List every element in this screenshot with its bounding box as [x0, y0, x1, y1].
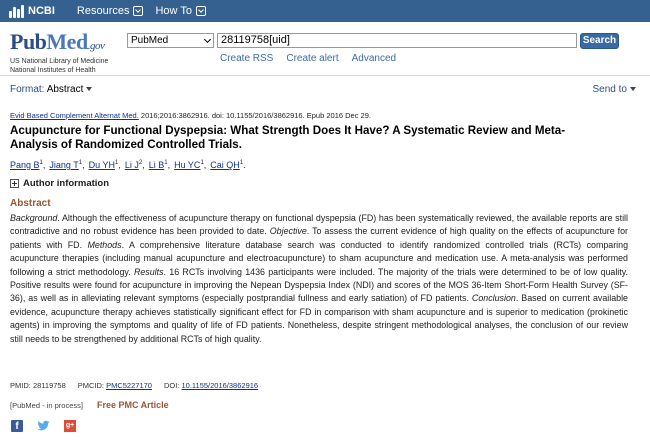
- author-link[interactable]: Pang B: [10, 160, 40, 170]
- article-title: Acupuncture for Functional Dyspepsia: What Strength Does It Have? A Systematic Review and Meta-Analysis of Randomized Controlled Trials.: [10, 124, 566, 151]
- pubmed-header: [0, 22, 650, 72]
- author-separator: ,: [118, 160, 121, 170]
- author-item: [10, 160, 45, 170]
- abstract-heading: Abstract: [10, 198, 51, 209]
- create-rss-link[interactable]: Create RSS: [220, 53, 274, 64]
- logo-subtitle-1: US National Library of Medicine: [10, 58, 109, 65]
- twitter-bird-icon: [37, 420, 50, 432]
- resources-menu-label: Resources: [76, 5, 130, 17]
- format-label: Format:: [10, 84, 45, 95]
- pmcid-link[interactable]: PMC5227170: [106, 381, 152, 390]
- database-select-value: PubMed: [131, 35, 169, 46]
- pmcid-label: PMCID:: [77, 381, 104, 390]
- facebook-icon[interactable]: f: [11, 420, 23, 432]
- author-link[interactable]: Hu YC: [174, 160, 201, 170]
- author-item: [149, 160, 170, 170]
- author-affiliation-number: 1: [164, 160, 168, 166]
- twitter-icon[interactable]: [37, 420, 50, 432]
- indexing-status: [PubMed - in process]: [10, 400, 83, 410]
- chevron-down-icon: [204, 36, 211, 43]
- abstract-background-label: Background: [10, 213, 58, 223]
- ncbi-menu: [77, 5, 218, 17]
- abstract-objective-label: Objective: [269, 226, 307, 237]
- abstract-methods: . A comprehensive literature database search was conducted to identify randomized controlled trials (RCTs) comparing acupuncture therapies (including manual acupuncture and electroacupuncture) to sham acupuncture and medication use. A meta-analysis was performed following a strict methodology.: [10, 239, 629, 277]
- abstract-conclusion: . Based on current available evidence, acupuncture therapy achieves statistically significant effect for FD in comparison with sham acupuncture and is superior to medication (prokinetic agents) in improving the symptoms and quality of life of FD patients. Nonetheless, despite stringent methodological analyses, the conclusion of our review still needs to be strengthened by additional RCTs of high quality.: [10, 293, 628, 344]
- abstract-text: [10, 212, 628, 346]
- logo-word-b: Med: [46, 29, 88, 54]
- search-links: [220, 53, 409, 64]
- database-select[interactable]: [127, 33, 214, 48]
- author-list: [10, 160, 250, 170]
- send-to-label: Send to: [592, 84, 627, 95]
- abstract-background: . Although the effectiveness of acupuncture therapy on functional dyspepsia (FD) has been systematically reviewed, the available reports are still contradictive and no robust evidence has been provided to date.: [10, 213, 628, 237]
- author-affiliation-number: 1: [114, 160, 119, 166]
- author-separator: ,: [167, 160, 171, 170]
- google-plus-icon[interactable]: g+: [64, 420, 76, 432]
- author-link[interactable]: Li J: [124, 160, 139, 170]
- pmid-value: 28119758: [32, 381, 66, 390]
- search-input[interactable]: 28119758[uid]: [217, 33, 577, 48]
- author-separator: .: [243, 160, 246, 170]
- logo-word-a: Pub: [10, 29, 47, 54]
- logo-subtitle-2: National Institutes of Health: [10, 67, 96, 74]
- author-link[interactable]: Du YH: [88, 160, 115, 170]
- doi-group: [164, 381, 258, 390]
- author-information-label: Author information: [23, 178, 110, 189]
- pubmed-wordmark: [10, 31, 108, 57]
- author-affiliation-number: 2: [138, 160, 143, 166]
- doi-label: DOI:: [163, 381, 180, 390]
- author-affiliation-number: 1: [239, 160, 244, 166]
- abstract-conclusion-label: Conclusion: [471, 293, 516, 304]
- advanced-search-link[interactable]: Advanced: [351, 53, 397, 64]
- author-link[interactable]: Jiang T: [49, 160, 79, 170]
- journal-link[interactable]: Evid Based Complement Alternat Med.: [10, 111, 139, 120]
- pmcid-group: [78, 381, 152, 390]
- chevron-down-icon: [133, 6, 143, 16]
- expand-plus-icon: [10, 179, 19, 188]
- author-affiliation-number: 1: [39, 160, 43, 166]
- abstract-results: . 16 RCTs involving 1436 participants were included. The majority of the trials were determined to be of low quality. Positive results were found for acupuncture in improving the Nepean Dyspepsia Index (NDI) and scores of the MOS 36-Item Short-Form Health Survey (SF-36), as well as in alleviating relevant symptoms (especially postprandial fullness and early satiation) of FD patients.: [10, 266, 628, 304]
- ncbi-top-bar: [0, 0, 650, 22]
- author-item: [49, 160, 84, 170]
- format-selector[interactable]: [10, 84, 92, 95]
- logo-gov: .gov: [87, 40, 105, 52]
- author-link[interactable]: Li B: [148, 160, 165, 170]
- chevron-down-icon: [196, 6, 206, 16]
- pubmed-logo[interactable]: [10, 31, 108, 75]
- social-share: [11, 420, 76, 432]
- how-to-menu[interactable]: [155, 5, 205, 17]
- author-item: [210, 160, 245, 170]
- send-to-menu[interactable]: [593, 84, 636, 95]
- author-information-toggle[interactable]: [10, 178, 109, 189]
- format-value: Abstract: [46, 84, 84, 95]
- author-separator: ,: [42, 160, 46, 170]
- caret-down-icon: [630, 87, 636, 91]
- pmid-group: [10, 381, 66, 390]
- ncbi-logo[interactable]: [9, 5, 55, 18]
- author-affiliation-number: 1: [200, 160, 204, 166]
- article-identifiers: [10, 381, 270, 390]
- author-separator: ,: [82, 160, 85, 170]
- author-separator: ,: [142, 160, 145, 170]
- header-divider: [0, 75, 650, 76]
- pmid-label: PMID:: [10, 381, 31, 390]
- author-item: [89, 160, 121, 170]
- abstract-methods-label: Methods: [87, 239, 122, 250]
- author-affiliation-number: 1: [78, 160, 83, 166]
- citation: [10, 111, 371, 120]
- author-separator: ,: [203, 160, 207, 170]
- citation-details: 2016;2016:3862916. doi: 10.1155/2016/3862916. Epub 2016 Dec 29.: [138, 111, 371, 120]
- ncbi-logo-icon: [9, 5, 24, 18]
- author-link[interactable]: Cai QH: [210, 160, 240, 170]
- doi-link[interactable]: 10.1155/2016/3862916: [181, 381, 259, 390]
- author-item: [125, 160, 145, 170]
- abstract-results-label: Results: [133, 266, 164, 277]
- abstract-objective: . To assess the current evidence of high quality on the effects of acupuncture for patients with FD.: [10, 226, 628, 250]
- author-item: [174, 160, 206, 170]
- status-row: [10, 400, 169, 410]
- resources-menu[interactable]: [77, 5, 144, 17]
- create-alert-link[interactable]: Create alert: [286, 53, 339, 64]
- caret-down-icon: [86, 87, 92, 91]
- how-to-menu-label: How To: [155, 5, 192, 17]
- ncbi-logo-text: NCBI: [28, 5, 55, 17]
- free-pmc-article-link[interactable]: Free PMC Article: [96, 400, 169, 410]
- search-button[interactable]: Search: [580, 33, 619, 49]
